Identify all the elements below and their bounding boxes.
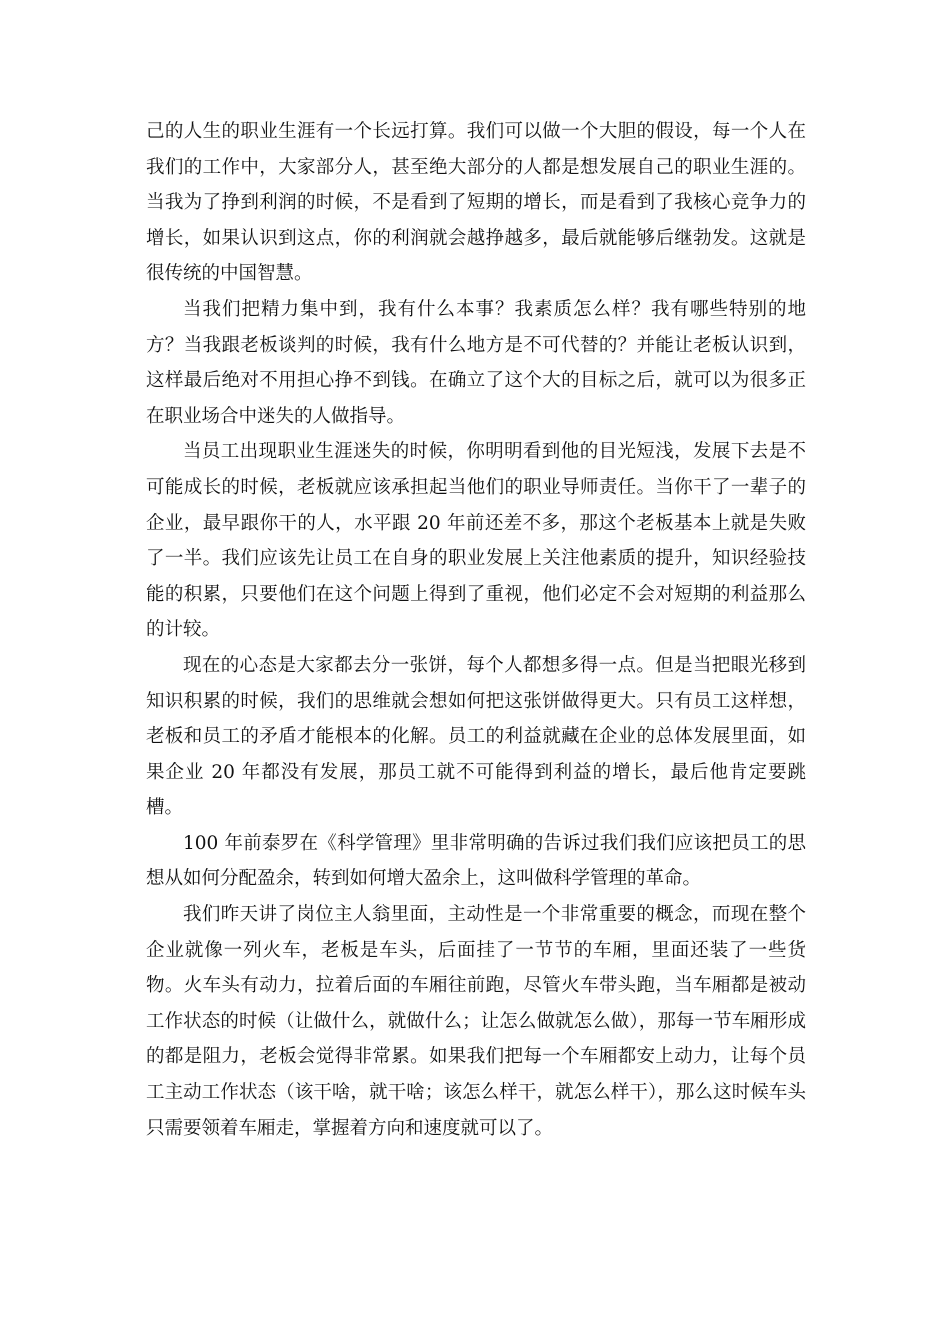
paragraph: 现在的心态是大家都去分一张饼，每个人都想多得一点。但是当把眼光移到知识积累的时候，我们的思维就会想如何把这张饼做得更大。只有员工这样想，老板和员工的矛盾才能根本的化解。员工的利益就藏在企业的总体发展里面，如果企业 20 年都没有发展，那员工就不可能得到利益的增长，最后他肯定要跳槽。 — [146, 654, 806, 819]
paragraph-continuation: 己的人生的职业生涯有一个长远打算。我们可以做一个大胆的假设，每一个人在我们的工作中，大家部分人，甚至绝大部分的人都是想发展自己的职业生涯的。当我为了挣到利润的时候，不是看到了短期的增长，而是看到了我核心竞争力的增长，如果认识到这点，你的利润就会越挣越多，最后就能够后继勃发。这就是很传统的中国智慧。 — [146, 121, 806, 285]
paragraph: 我们昨天讲了岗位主人翁里面，主动性是一个非常重要的概念，而现在整个企业就像一列火车，老板是车头，后面挂了一节节的车厢，里面还装了一些货物。火车头有动力，拉着后面的车厢往前跑，尽管火车带头跑，当车厢都是被动工作状态的时候（让做什么，就做什么；让怎么做就怎么做），那每一节车厢形成的都是阻力，老板会觉得非常累。如果我们把每一个车厢都安上动力，让每个员工主动工作状态（该干啥，就干啥；该怎么样干，就怎么样干），那么这时候车头只需要领着车厢走，掌握着方向和速度就可以了。 — [146, 904, 806, 1139]
paragraph: 100 年前泰罗在《科学管理》里非常明确的告诉过我们我们应该把员工的思想从如何分配盈余，转到如何增大盈余上，这叫做科学管理的革命。 — [146, 832, 806, 890]
paragraph: 当员工出现职业生涯迷失的时候，你明明看到他的目光短浅，发展下去是不可能成长的时候，老板就应该承担起当他们的职业导师责任。当你干了一辈子的企业，最早跟你干的人，水平跟 20 年前还差不多，那这个老板基本上就是失败了一半。我们应该先让员工在自身的职业发展上关注他素质的提升，知识经验技能的积累，只要他们在这个问题上得到了重视，他们必定不会对短期的利益那么的计较。 — [146, 441, 806, 641]
document-body — [146, 114, 806, 1146]
paragraph: 当我们把精力集中到，我有什么本事？我素质怎么样？我有哪些特别的地方？当我跟老板谈判的时候，我有什么地方是不可代替的？并能让老板认识到，这样最后绝对不用担心挣不到钱。在确立了这个大的目标之后，就可以为很多正在职业场合中迷失的人做指导。 — [146, 298, 806, 427]
